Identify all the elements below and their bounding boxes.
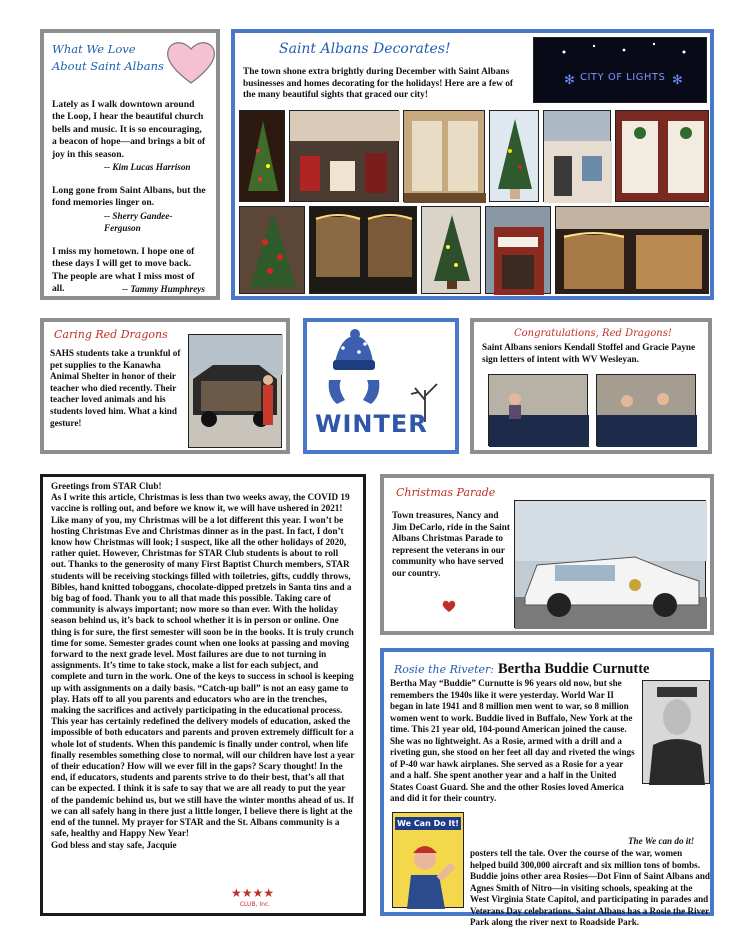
dragons-title: Caring Red Dragons <box>54 328 168 341</box>
buddie-photo <box>642 680 710 784</box>
love-title-line1: What We Love <box>52 42 136 56</box>
signing-photo-2 <box>596 374 696 446</box>
love-author-1: -- Kim Lucas Harrison <box>104 162 191 173</box>
decor-photo <box>615 110 709 202</box>
congrats-body: Saint Albans seniors Kendall Stoffel and Gracie Payne sign letters of intent with WV Wesleyan. <box>482 342 696 364</box>
rosie-body-top: Bertha May “Buddie” Curnutte is 96 years old now, but she remembers the 1940s like it were yesterday. World War II began in late 1941 and 8 million men went to war, so 8 million women went to work. Buddie lived in Buffalo, New York at the time. This 21 year old, 104-pound American joined the cause. She was no lightweight. As a Rosie, armed with a drill and a riveting gun, she stood on her feet all day and riveted the wings of P-40 war hawk airplanes. She served as a Rosie for a year and a half. She spent another year and a half in the United States Coast Guard. She and the other Rosies loved America and did it for their country. <box>390 678 635 803</box>
star-closing: God bless and stay safe, Jacquie <box>51 839 177 850</box>
decor-photo <box>555 206 709 294</box>
star-logo-text: CLUB, Inc. <box>239 901 271 908</box>
winter-word: WINTER <box>315 410 428 438</box>
signing-photo-1 <box>488 374 588 446</box>
decorates-title: Saint Albans Decorates! <box>279 41 451 57</box>
rosie-title-script: Rosie the Riveter: <box>394 663 495 676</box>
rosie-body-bottom: posters tell the tale. Over the course of the war, women helped build 300,000 aircraft and six million tons of bombs. Buddie joins other area Rosies—Dot Finn of Saint Albans and Agnes Smith of Nitro—in visiting schools, speaking at the West Virginia State Capitol, and participating in parades and Veterans Day celebrations. Saint Albans has a Rosie the River Park along the river next to Roadside Park. <box>470 848 710 927</box>
decor-photo <box>289 110 399 202</box>
congratulations-box <box>470 318 712 454</box>
love-author-2: -- Sherry Gandee-Ferguson <box>104 210 173 233</box>
what-we-love-box <box>40 29 220 300</box>
svg-text:✻: ✻ <box>564 73 575 88</box>
decor-photo <box>485 206 551 294</box>
decor-photo <box>543 110 611 202</box>
rosie-title-name: Bertha Buddie Curnutte <box>498 661 650 677</box>
love-quote-3: I miss my hometown. I hope one of these days I will get to move back. The people are what I miss most of all. <box>52 245 195 295</box>
parade-photo <box>514 500 706 628</box>
decor-photo <box>239 206 305 294</box>
svg-text:✻: ✻ <box>672 73 683 88</box>
parade-body: Town treasures, Nancy and Jim DeCarlo, ride in the Saint Albans Christmas Parade to represent the veterans in our community who have served our country. <box>392 510 510 578</box>
star-body: As I write this article, Christmas is less than two weeks away, the COVID 19 vaccine is rolling out, and before we know it, we will have ushered in 2021! Like many of you, my Christmas will be a lot different this year. I won’t be hosting Christmas Eve and Christmas dinner as in the past. In fact, I don’t know how Christmas will look; I suspect, like all the other holidays of 2020, rather quiet. However, Christmas for STAR Club students is about to roll out. Thanks to the generosity of many First Baptist Church members, STAR students will be receiving stockings filled with toiletries, gifts, cuddly throws, Bibles, hand knitted toboggans, chocolate-dipped pretzels in Santa tins and a big bag of food. Thank you to all that made this possible. Taking care of community is always important; now more so than ever. With the holiday season behind us, it’s back to school whether it is in person or online. One thing is for sure, the first semester will soon be in the books. It is truly crunch time for some. Semester grades count when one looks at passing and moving forward to the next grade level. Most failures are due to not turning in assignments. It’s time to take stock, make a list for each subject, and complete and turn in the work. One of the keys to success in school is keeping up with assignments on a daily basis. “Catch-up ball” is not an easy game to play. Hats off to all you parents and educators who are in the trenches, making the sacrifices and actively participating in the educational process. This year has certainly redefined the delivery models of education, asked the impossible of both educators and parents and proven extremely difficult for a whole lot of students. When this pandemic is finally under control, when life finally resembles something close to normal, will our children have lost a year of their education? How will we ever fill in the gaps? Scary thought! In the end, if educators, students and parents strive to do their best, that’s all that can be expected. I think it is safe to say that we are all ready to put the year of the pandemic behind us, but we still have the winter months ahead of us. If we can all safely hang in there just a little longer, I believe there is light at the end of the tunnel. My prayer for STAR and the St. Albans community is a safe, healthy and Happy New Year! <box>51 492 355 839</box>
christmas-parade-box <box>380 474 714 635</box>
rosie-we-can: The We can do it! <box>628 836 695 846</box>
star-club-box <box>40 474 366 916</box>
svg-text:★★★★: ★★★★ <box>231 886 275 900</box>
city-of-lights-text: CITY OF LIGHTS <box>580 72 666 83</box>
decor-photo <box>309 206 417 294</box>
heart-icon <box>442 600 456 613</box>
caring-red-dragons-box <box>40 318 290 454</box>
decorates-body: The town shone extra brightly during December with Saint Albans businesses and homes decorating for the holidays! Here are a few of the many beautiful sights that graced our city! <box>243 67 514 100</box>
parade-title: Christmas Parade <box>396 486 496 499</box>
love-quote-2: Long gone from Saint Albans, but the fond memories linger on. <box>52 185 206 209</box>
shelter-photo <box>188 334 282 448</box>
love-author-3: -- Tammy Humphreys <box>122 284 205 295</box>
dragons-body: SAHS students take a trunkful of pet supplies to the Kanawha Animal Shelter in honor of their teacher who died recently. Their teacher loved animals and his students loved him. What a kind gesture! <box>50 348 181 428</box>
winter-box <box>303 318 459 454</box>
decor-photo <box>421 206 481 294</box>
love-title-line2: About Saint Albans <box>52 59 164 73</box>
poster-text: We Can Do It! <box>395 817 461 830</box>
city-of-lights-photo <box>533 37 707 103</box>
rosie-title <box>394 660 649 678</box>
heart-icon <box>164 37 218 87</box>
decor-photo <box>403 110 485 202</box>
decorates-box <box>231 29 714 300</box>
star-club-logo <box>231 883 279 911</box>
congrats-title: Congratulations, Red Dragons! <box>514 328 672 339</box>
love-quote-1: Lately as I walk downtown around the Loop, I hear the beautiful church bells and music. It is so encouraging, a beacon of hope—and brings a bit of joy in this season. <box>52 99 206 160</box>
decor-photo <box>239 110 285 202</box>
we-can-do-it-poster <box>392 812 464 908</box>
rosie-box <box>380 648 714 927</box>
star-greeting: Greetings from STAR Club! <box>51 481 162 491</box>
decor-photo <box>489 110 539 202</box>
